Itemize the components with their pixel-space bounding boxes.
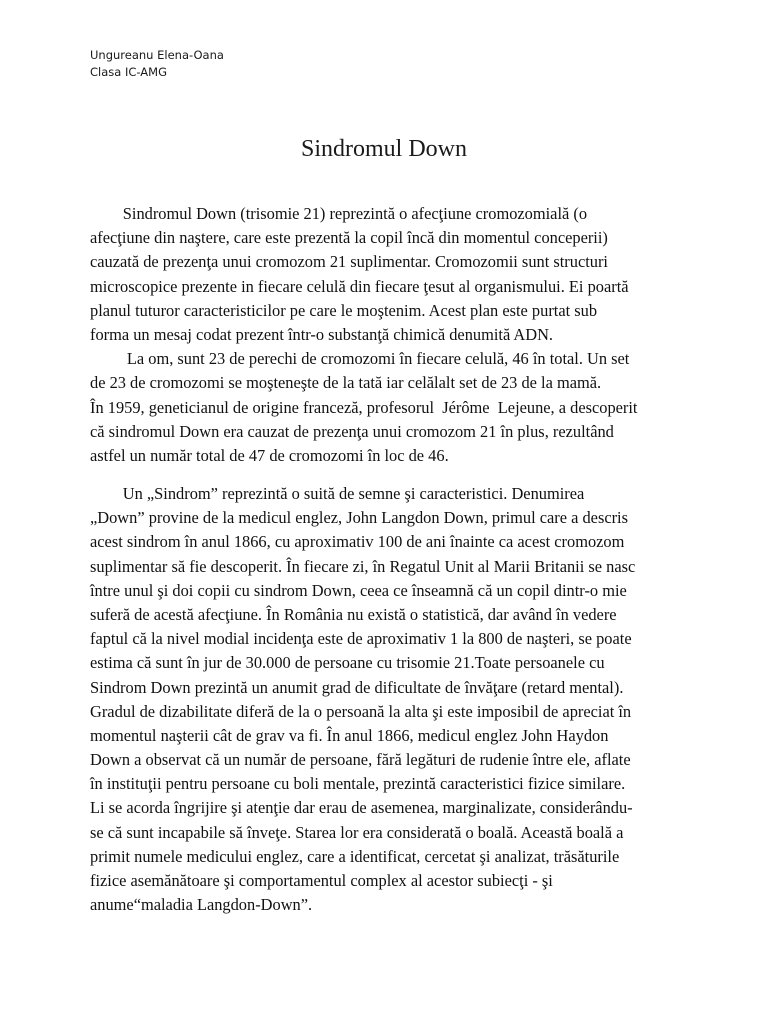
text-line: între unul şi doi copii cu sindrom Down, ceea ce înseamnă că un copil dintr-o mie [90, 580, 627, 600]
paragraph-block-2 [90, 482, 682, 917]
text-line: „Down” provine de la medicul englez, John Langdon Down, primul care a descris [90, 508, 628, 528]
author-name: Ungureanu Elena-Oana [90, 48, 224, 62]
text-line: microscopice prezente in fiecare celulă din fiecare ţesut al organismului. Ei poartă [90, 276, 629, 296]
text-line: Un „Sindrom” reprezintă o suită de semne şi caracteristici. Denumirea [90, 484, 585, 503]
text-line: fizice asemănătoare şi comportamentul complex al acestor subiecţi - şi [90, 871, 553, 890]
text-line: cauzată de prezenţa unui cromozom 21 suplimentar. Cromozomii sunt structuri [90, 252, 608, 272]
text-line: afecţiune din naştere, care este prezentă la copil încă din momentul conceperii) [90, 228, 608, 248]
text-line: faptul că la nivel modial incidenţa este de aproximativ 1 la 800 de naşteri, se poate [90, 629, 632, 649]
text-line: momentul naşterii cât de grav va fi. În anul 1866, medicul englez John Haydon [90, 725, 609, 745]
text-line: Li se acorda îngrijire şi atenţie dar erau de asemenea, marginalizate, considerându- [90, 798, 633, 818]
class-name: Clasa IC-AMG [90, 65, 167, 79]
text-line: primit numele medicului englez, care a identificat, cercetat şi analizat, trăsăturile [90, 846, 620, 866]
text-line: În 1959, geneticianul de origine franceză, profesorul Jérôme Lejeune, a descoperit [90, 397, 638, 417]
document-header [90, 47, 224, 81]
text-line: planul tuturor caracteristicilor pe care le moştenim. Acest plan este purtat sub [90, 300, 598, 320]
document-title: Sindromul Down [300, 136, 467, 162]
text-line: în instituţii pentru persoane cu boli mentale, prezintă caracteristici fizice similare. [90, 774, 626, 794]
text-line: astfel un număr total de 47 de cromozomi în loc de 46. [90, 445, 449, 465]
text-line: forma un mesaj codat prezent într-o substanţă chimică denumită ADN. [90, 324, 554, 344]
text-line: că sindromul Down era cauzat de prezenţa unui cromozom 21 în plus, rezultând [90, 421, 614, 441]
text-line: Gradul de dizabilitate diferă de la o persoană la alta şi este imposibil de apreciat în [90, 701, 632, 721]
text-line: La om, sunt 23 de perechi de cromozomi în fiecare celulă, 46 în total. Un set [90, 349, 630, 369]
text-line: Down a observat că un număr de persoane, fără legături de rudenie între ele, aflate [90, 750, 631, 770]
text-line: anume“maladia Langdon-Down”. [90, 895, 313, 915]
text-line: suplimentar să fie descoperit. În fiecare zi, în Regatul Unit al Marii Britanii se nasc [90, 556, 636, 576]
text-line: suferă de acestă afecţiune. În România nu există o statistică, dar având în vedere [90, 604, 617, 624]
text-line: acest sindrom în anul 1866, cu aproximativ 100 de ani înainte ca acest cromozom [90, 532, 625, 552]
text-line: se că sunt incapabile să înveţe. Starea lor era considerată o boală. Această boală a [90, 822, 624, 842]
text-line: de 23 de cromozomi se moşteneşte de la tată iar celălalt set de 23 de la mamă. [90, 373, 602, 393]
text-line: Sindromul Down (trisomie 21) reprezintă o afecţiune cromozomială (o [90, 204, 588, 223]
paragraph-block-1 [90, 202, 682, 468]
text-line: Sindrom Down prezintă un anumit grad de dificultate de învăţare (retard mental). [90, 677, 624, 697]
text-line: estima că sunt în jur de 30.000 de persoane cu trisomie 21.Toate persoanele cu [90, 653, 605, 673]
